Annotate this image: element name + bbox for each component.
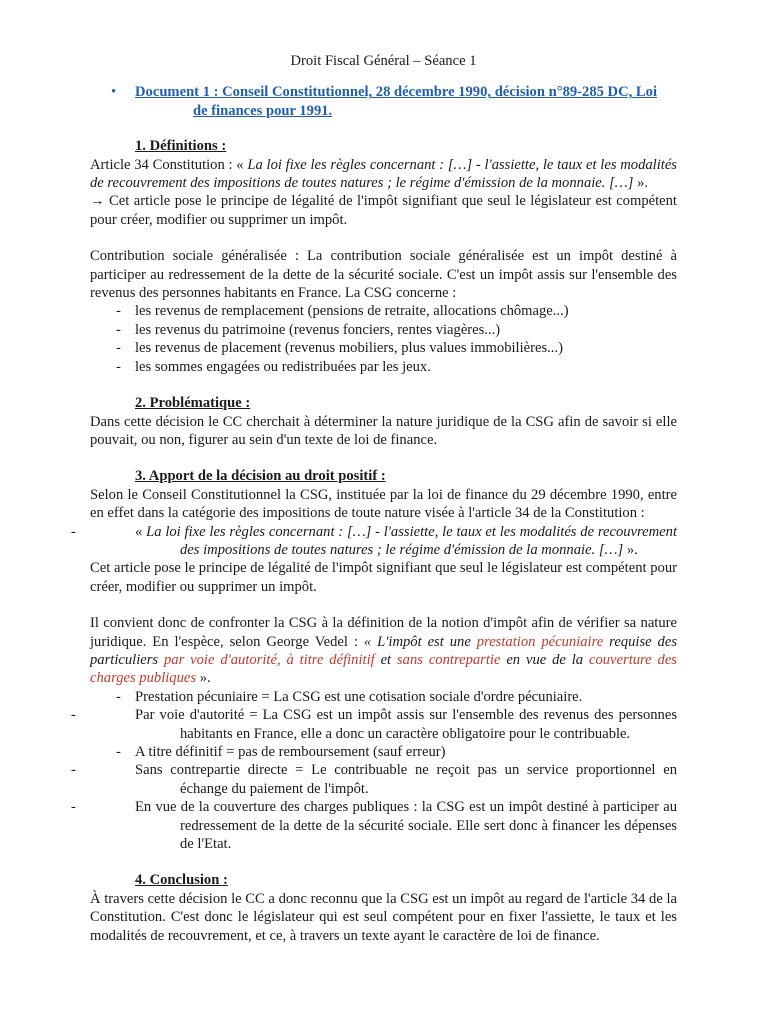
page-body [90, 52, 677, 945]
section-title-conclusion: 4. Conclusion : [135, 872, 228, 889]
list-item: - les revenus de remplacement (pensions de retraite, allocations chômage...) [90, 302, 677, 320]
quote-list [90, 523, 677, 560]
list-item: - Par voie d'autorité = La CSG est un impôt assis sur l'ensemble des revenus des personnes habitants en France, elle a donc un caractère obligatoire pour le contribuable. [90, 706, 677, 743]
section-title-problematique: 2. Problématique : [135, 395, 251, 412]
list-item: - A titre définitif = pas de remboursement (sauf erreur) [90, 743, 677, 761]
list-item: - « La loi fixe les règles concernant : […] - l'assiette, le taux et les modalités de recouvrement des impositions de toutes natures ; le régime d'émission de la monnaie. […] ». [90, 523, 677, 560]
list-item: - Prestation pécuniaire = La CSG est une cotisation sociale d'ordre pécuniaire. [90, 688, 677, 706]
document-heading-line1: Document 1 : Conseil Constitutionnel, 28 décembre 1990, décision n°89-285 DC, Loi [135, 84, 658, 101]
legality-principle: → Cet article pose le principe de légalité de l'impôt signifiant que seul le législateur est compétent pour créer, modifier ou supprimer un impôt. [90, 193, 677, 228]
vedel-definition: Il convient donc de confronter la CSG à la définition de la notion d'impôt afin de vérifier sa nature juridique. En l'espèce, selon George Vedel : « L'impôt est une prestation pécuniaire requise des particuliers par voie d'autorité, à titre définitif et sans contrepartie en vue de la couverture des charges publiques ». [90, 615, 678, 687]
section-title-apport: 3. Apport de la décision au droit positif : [135, 468, 386, 485]
list-item: - les revenus de placement (revenus mobiliers, plus values immobilières...) [90, 339, 677, 357]
section-title-definitions: 1. Définitions : [135, 138, 227, 155]
csg-definition: Contribution sociale généralisée : La contribution sociale généralisée est un impôt destiné à participer au redressement de la dette de la sécurité sociale. C'est un impôt assis sur l'ensemble des revenus des personnes habitants en France. La CSG concerne : [90, 248, 677, 302]
list-item: - En vue de la couverture des charges publiques : la CSG est un impôt destiné à participer au redressement de la dette de la sécurité sociale. Elle sert donc à financer les dépenses de l'Etat. [90, 798, 677, 853]
page-title: Droit Fiscal Général – Séance 1 [290, 53, 477, 69]
bullet-icon: • [111, 84, 117, 101]
list-item: - les revenus du patrimoine (revenus fonciers, rentes viagères...) [90, 321, 677, 339]
apport-principle: Cet article pose le principe de légalité de l'impôt signifiant que seul le législateur est compétent pour créer, modifier ou supprimer un impôt. [90, 560, 677, 595]
list-item: - Sans contrepartie directe = Le contribuable ne reçoit pas un service proportionnel en échange du paiement de l'impôt. [90, 761, 677, 798]
document-heading-line2: de finances pour 1991. [193, 102, 333, 119]
list-item: - les sommes engagées ou redistribuées par les jeux. [90, 358, 677, 376]
criteria-list [90, 688, 677, 854]
document-heading [90, 83, 677, 120]
apport-intro: Selon le Conseil Constitutionnel la CSG, instituée par la loi de finance du 29 décembre 1990, entre en effet dans la catégorie des impositions de toute nature visée à l'article 34 de la Constitution : [90, 486, 677, 522]
article-34-quote: Article 34 Constitution : « La loi fixe les règles concernant : […] - l'assiette, le taux et les modalités de recouvrement des impositions de toutes natures ; le régime d'émission de la monnaie. […] ». [90, 156, 677, 192]
revenue-list [90, 302, 677, 376]
problematique-text: Dans cette décision le CC cherchait à déterminer la nature juridique de la CSG afin de savoir si elle pouvait, ou non, figurer au sein d'un texte de loi de finance. [90, 413, 677, 448]
conclusion-text: À travers cette décision le CC a donc reconnu que la CSG est un impôt au regard de l'article 34 de la Constitution. C'est donc le législateur qui est seul compétent pour en fixer l'assiette, le taux et les modalités de recouvrement, et ce, à travers un texte ayant le caractère de loi de finance. [90, 890, 677, 944]
